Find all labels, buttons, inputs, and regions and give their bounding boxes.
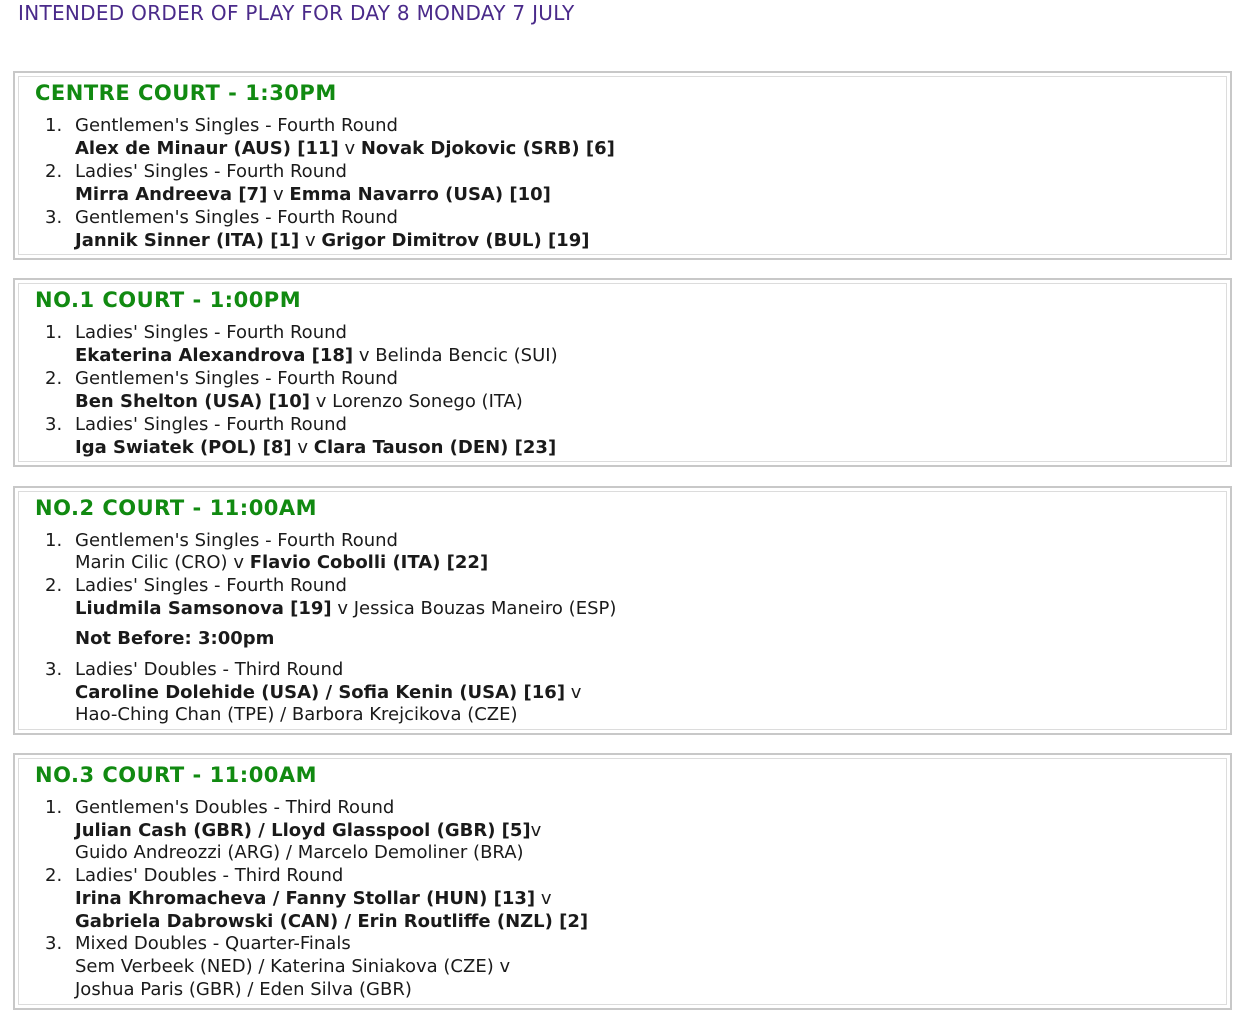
versus: v xyxy=(297,437,309,458)
player-two: Belinda Bencic (SUI) xyxy=(375,345,558,366)
court-panel-centre xyxy=(13,71,1232,260)
match-players-line2 xyxy=(75,842,524,863)
match-number: 2. xyxy=(45,865,63,886)
court-panel-no1 xyxy=(13,278,1232,467)
court-heading: CENTRE COURT - 1:30PM xyxy=(35,81,337,105)
match-number: 2. xyxy=(45,575,63,596)
not-before-note: Not Before: 3:00pm xyxy=(75,628,275,649)
versus: v xyxy=(304,230,316,251)
player-two: Flavio Cobolli (ITA) [22] xyxy=(249,552,489,573)
versus: v xyxy=(358,345,370,366)
match-players xyxy=(75,345,558,366)
match-players-line2 xyxy=(75,704,518,725)
match-event: Ladies' Singles - Fourth Round xyxy=(75,322,347,343)
player-one: Ben Shelton (USA) [10] xyxy=(75,391,310,412)
match-players-line2 xyxy=(75,979,412,1000)
player-two: Jessica Bouzas Maneiro (ESP) xyxy=(353,598,617,619)
court-heading: NO.1 COURT - 1:00PM xyxy=(35,288,302,312)
match-players xyxy=(75,138,615,159)
match-event: Gentlemen's Singles - Fourth Round xyxy=(75,207,398,228)
court-panel-no3 xyxy=(13,753,1232,1010)
match-number: 1. xyxy=(45,530,63,551)
match-players xyxy=(75,230,589,251)
versus: v xyxy=(233,552,244,573)
court-heading: NO.3 COURT - 11:00AM xyxy=(35,763,318,787)
player-two: Joshua Paris (GBR) / Eden Silva (GBR) xyxy=(75,979,412,1000)
match-players xyxy=(75,184,551,205)
player-two: Lorenzo Sonego (ITA) xyxy=(332,391,523,412)
match-players xyxy=(75,437,556,458)
match-event: Ladies' Singles - Fourth Round xyxy=(75,575,347,596)
versus: v xyxy=(315,391,327,412)
versus: v xyxy=(570,682,582,703)
player-one: Marin Cilic (CRO) xyxy=(75,552,228,573)
match-number: 2. xyxy=(45,368,63,389)
player-two: Grigor Dimitrov (BUL) [19] xyxy=(321,230,590,251)
match-number: 3. xyxy=(45,414,63,435)
player-one: Liudmila Samsonova [19] xyxy=(75,598,332,619)
match-players xyxy=(75,391,523,412)
match-number: 3. xyxy=(45,207,63,228)
match-number: 1. xyxy=(45,797,63,818)
match-players xyxy=(75,888,552,909)
match-number: 1. xyxy=(45,115,63,136)
match-number: 3. xyxy=(45,933,63,954)
match-players xyxy=(75,552,488,573)
match-event: Gentlemen's Singles - Fourth Round xyxy=(75,368,398,389)
match-event: Ladies' Doubles - Third Round xyxy=(75,659,344,680)
match-event: Ladies' Doubles - Third Round xyxy=(75,865,344,886)
match-players xyxy=(75,820,541,841)
player-one: Julian Cash (GBR) / Lloyd Glasspool (GBR) [5] xyxy=(75,820,531,841)
player-two: Emma Navarro (USA) [10] xyxy=(289,184,551,205)
match-players xyxy=(75,956,510,977)
versus: v xyxy=(540,888,552,909)
match-number: 2. xyxy=(45,161,63,182)
court-heading: NO.2 COURT - 11:00AM xyxy=(35,496,318,520)
versus: v xyxy=(273,184,284,205)
player-one: Alex de Minaur (AUS) [11] xyxy=(75,138,339,159)
player-two: Gabriela Dabrowski (CAN) / Erin Routliffe (NZL) [2] xyxy=(75,911,589,932)
match-number: 3. xyxy=(45,659,63,680)
player-two: Clara Tauson (DEN) [23] xyxy=(313,437,557,458)
match-event: Ladies' Singles - Fourth Round xyxy=(75,414,347,435)
player-two: Novak Djokovic (SRB) [6] xyxy=(360,138,615,159)
match-event: Gentlemen's Doubles - Third Round xyxy=(75,797,395,818)
match-event: Ladies' Singles - Fourth Round xyxy=(75,161,347,182)
match-event: Mixed Doubles - Quarter-Finals xyxy=(75,933,351,954)
player-one: Iga Swiatek (POL) [8] xyxy=(75,437,292,458)
match-event: Gentlemen's Singles - Fourth Round xyxy=(75,115,398,136)
player-one: Mirra Andreeva [7] xyxy=(75,184,268,205)
match-event: Gentlemen's Singles - Fourth Round xyxy=(75,530,398,551)
match-number: 1. xyxy=(45,322,63,343)
player-two: Hao-Ching Chan (TPE) / Barbora Krejcikova (CZE) xyxy=(75,704,518,725)
player-one: Caroline Dolehide (USA) / Sofia Kenin (USA) [16] xyxy=(75,682,566,703)
page-title: INTENDED ORDER OF PLAY FOR DAY 8 MONDAY 7 JULY xyxy=(18,1,575,25)
versus: v xyxy=(344,138,356,159)
match-players xyxy=(75,682,581,703)
match-players-line2 xyxy=(75,911,588,932)
player-one: Ekaterina Alexandrova [18] xyxy=(75,345,354,366)
versus: v xyxy=(530,820,542,841)
versus: v xyxy=(499,956,511,977)
player-one: Sem Verbeek (NED) / Katerina Siniakova (CZE) xyxy=(75,956,494,977)
match-players xyxy=(75,598,616,619)
player-one: Jannik Sinner (ITA) [1] xyxy=(75,230,300,251)
player-two: Guido Andreozzi (ARG) / Marcelo Demoliner (BRA) xyxy=(75,842,524,863)
versus: v xyxy=(337,598,349,619)
player-one: Irina Khromacheva / Fanny Stollar (HUN) [13] xyxy=(75,888,536,909)
court-panel-no2 xyxy=(13,486,1232,735)
